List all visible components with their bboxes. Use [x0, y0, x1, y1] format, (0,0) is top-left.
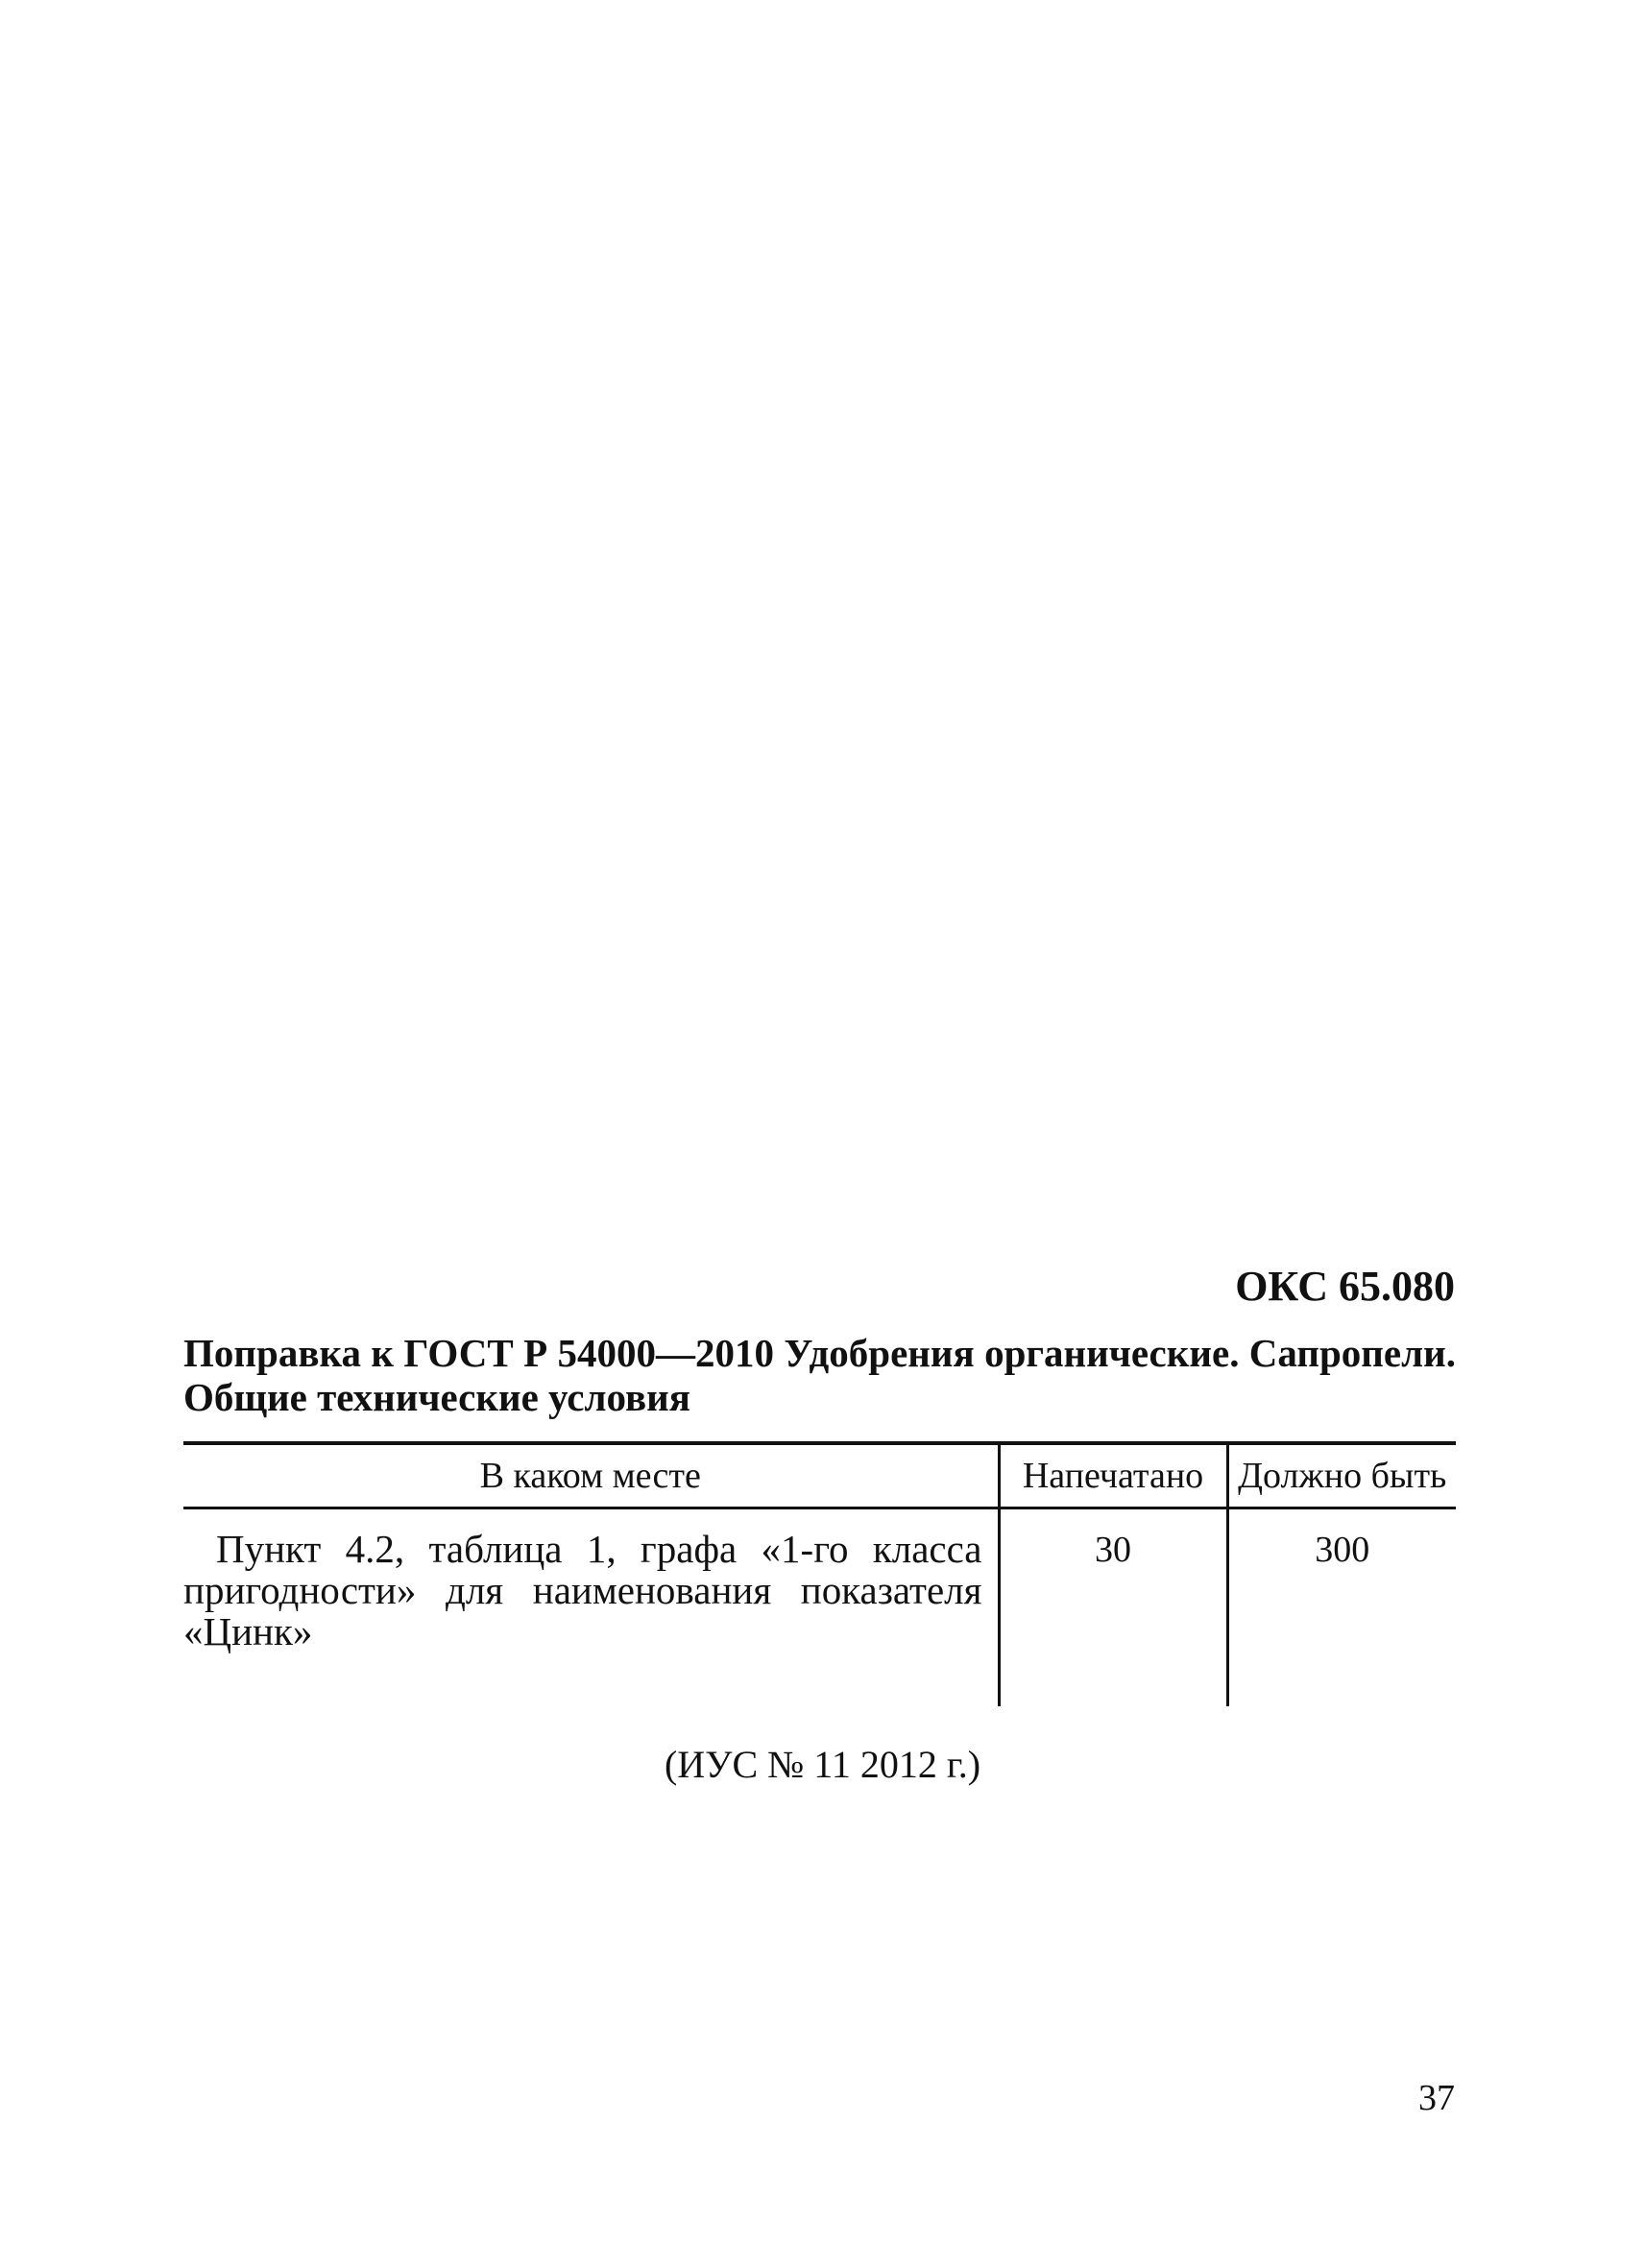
amendment-table [183, 1441, 1456, 1706]
oks-code: ОКС 65.080 [1235, 1263, 1455, 1310]
page-number: 37 [1418, 2078, 1455, 2118]
cell-should-be: 300 [1227, 1508, 1456, 1707]
title-line-1: Поправка к ГОСТ Р 54000—2010 Удобрения органические. Сапропели. [183, 1331, 1456, 1375]
table-header-row [183, 1443, 1456, 1508]
cell-printed: 30 [999, 1508, 1227, 1707]
cell-location: Пункт 4.2, таблица 1, графа «1-го класса пригодности» для наименования показателя «Цинк» [183, 1527, 982, 1653]
document-title [183, 1331, 1456, 1419]
column-header-should-be: Должно быть [1227, 1443, 1456, 1508]
column-header-printed: Напечатано [999, 1443, 1227, 1508]
column-header-location: В каком месте [183, 1443, 999, 1508]
source-reference: (ИУС № 11 2012 г.) [664, 1743, 981, 1786]
title-line-2: Общие технические условия [183, 1375, 690, 1419]
table-row [183, 1508, 1456, 1707]
